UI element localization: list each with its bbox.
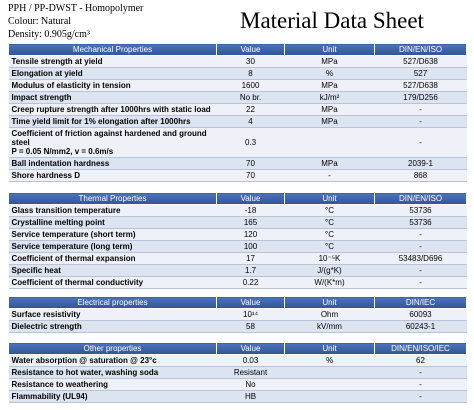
cell-standard: 2039-1	[375, 158, 467, 170]
table-row	[9, 104, 467, 116]
header-value: Value	[217, 343, 285, 355]
header-unit: Unit	[285, 44, 375, 56]
mechanical-properties-table	[8, 43, 467, 182]
cell-property: Coefficient of friction against hardened and ground steel P = 0.05 N/mm2, v = 0.6m/s	[9, 128, 217, 158]
cell-unit: °C	[285, 217, 375, 229]
table-row	[9, 68, 467, 80]
cell-standard: -	[375, 116, 467, 128]
cell-value: 8	[217, 68, 285, 80]
cell-standard: 53483/D696	[375, 253, 467, 265]
cell-property: Specific heat	[9, 265, 217, 277]
cell-property: Dielectric strength	[9, 321, 217, 333]
cell-unit: °C	[285, 241, 375, 253]
cell-property: Coefficient of thermal conductivity	[9, 277, 217, 289]
table-row	[9, 253, 467, 265]
cell-value: -18	[217, 205, 285, 217]
cell-value: 0.22	[217, 277, 285, 289]
table-row	[9, 367, 467, 379]
cell-unit: °C	[285, 205, 375, 217]
header-property: Mechanical Properties	[9, 44, 217, 56]
cell-unit: %	[285, 355, 375, 367]
table-row	[9, 277, 467, 289]
table-row	[9, 379, 467, 391]
header-unit: Unit	[285, 297, 375, 309]
cell-value: 22	[217, 104, 285, 116]
cell-standard: 179/D256	[375, 92, 467, 104]
header-standard: DIN/EN/ISO	[375, 193, 467, 205]
cell-standard: 527/D638	[375, 80, 467, 92]
cell-value: 100	[217, 241, 285, 253]
cell-unit: MPa	[285, 158, 375, 170]
cell-property: Elongation at yield	[9, 68, 217, 80]
table-row	[9, 170, 467, 182]
cell-standard: -	[375, 241, 467, 253]
electrical-properties-table	[8, 296, 467, 333]
cell-value: No	[217, 379, 285, 391]
cell-value: 70	[217, 158, 285, 170]
header-unit: Unit	[285, 343, 375, 355]
table-row	[9, 355, 467, 367]
cell-standard: -	[375, 391, 467, 403]
table-row	[9, 321, 467, 333]
thermal-properties-table	[8, 192, 467, 289]
cell-unit: MPa	[285, 80, 375, 92]
cell-unit: -	[285, 170, 375, 182]
cell-standard: 527	[375, 68, 467, 80]
cell-property: Surface resistivity	[9, 309, 217, 321]
cell-unit: Ohm	[285, 309, 375, 321]
cell-property: Resistance to hot water, washing soda	[9, 367, 217, 379]
cell-value: HB	[217, 391, 285, 403]
density-info: Density: 0.905g/cm³	[8, 29, 90, 40]
cell-value: 120	[217, 229, 285, 241]
cell-unit	[285, 391, 375, 403]
cell-value: 30	[217, 56, 285, 68]
cell-standard: 60093	[375, 309, 467, 321]
header-value: Value	[217, 193, 285, 205]
header-property: Thermal Properties	[9, 193, 217, 205]
cell-standard: -	[375, 229, 467, 241]
table-row	[9, 265, 467, 277]
cell-property: Resistance to weathering	[9, 379, 217, 391]
table-row	[9, 391, 467, 403]
cell-property: Coefficient of thermal expansion	[9, 253, 217, 265]
cell-standard: -	[375, 379, 467, 391]
table-row	[9, 229, 467, 241]
cell-property: Crystalline melting point	[9, 217, 217, 229]
cell-standard: 60243-1	[375, 321, 467, 333]
cell-value: 58	[217, 321, 285, 333]
cell-value: 70	[217, 170, 285, 182]
product-info	[8, 2, 143, 41]
header-standard: DIN/EN/ISO	[375, 44, 467, 56]
product-line: PPH / PP-DWST - Homopolymer	[8, 3, 144, 14]
cell-property: Service temperature (short term)	[9, 229, 217, 241]
table-row	[9, 128, 467, 158]
cell-value: 10¹⁴	[217, 309, 285, 321]
cell-unit: kJ/m²	[285, 92, 375, 104]
header-standard: DIN/EN/ISO/IEC	[375, 343, 467, 355]
cell-unit: MPa	[285, 116, 375, 128]
cell-property: Glass transition temperature	[9, 205, 217, 217]
colour-info: Colour: Natural	[8, 16, 72, 27]
cell-standard: -	[375, 367, 467, 379]
header-value: Value	[217, 44, 285, 56]
cell-value: No br.	[217, 92, 285, 104]
cell-value: 165	[217, 217, 285, 229]
cell-unit	[285, 379, 375, 391]
cell-unit: kV/mm	[285, 321, 375, 333]
cell-property: Ball indentation hardness	[9, 158, 217, 170]
cell-unit	[285, 367, 375, 379]
cell-value: Resistant	[217, 367, 285, 379]
cell-unit: W/(K*m)	[285, 277, 375, 289]
table-row	[9, 158, 467, 170]
table-row	[9, 217, 467, 229]
cell-standard: 53736	[375, 205, 467, 217]
cell-standard: 868	[375, 170, 467, 182]
page-title: Material Data Sheet	[240, 8, 424, 33]
cell-standard: -	[375, 128, 467, 158]
cell-value: 0.3	[217, 128, 285, 158]
table-row	[9, 92, 467, 104]
cell-value: 1.7	[217, 265, 285, 277]
table-row	[9, 241, 467, 253]
cell-property: Modulus of elasticity in tension	[9, 80, 217, 92]
cell-standard: 53736	[375, 217, 467, 229]
table-row	[9, 80, 467, 92]
cell-property: Service temperature (long term)	[9, 241, 217, 253]
cell-value: 4	[217, 116, 285, 128]
header-property: Other properties	[9, 343, 217, 355]
cell-unit: MPa	[285, 56, 375, 68]
cell-value: 0.03	[217, 355, 285, 367]
cell-standard: -	[375, 104, 467, 116]
other-properties-table	[8, 342, 467, 403]
cell-property: Flammability (UL94)	[9, 391, 217, 403]
cell-value: 17	[217, 253, 285, 265]
cell-standard: 62	[375, 355, 467, 367]
cell-standard: -	[375, 265, 467, 277]
cell-unit: MPa	[285, 104, 375, 116]
cell-property: Shore hardness D	[9, 170, 217, 182]
table-row	[9, 116, 467, 128]
header-standard: DIN/IEC	[375, 297, 467, 309]
table-row	[9, 309, 467, 321]
header-unit: Unit	[285, 193, 375, 205]
cell-standard: 527/D638	[375, 56, 467, 68]
header-value: Value	[217, 297, 285, 309]
cell-standard: -	[375, 277, 467, 289]
cell-unit	[285, 128, 375, 158]
cell-unit: %	[285, 68, 375, 80]
cell-unit: 10⁻⁵K	[285, 253, 375, 265]
cell-property: Impact strength	[9, 92, 217, 104]
cell-property: Tensile strength at yield	[9, 56, 217, 68]
cell-unit: °C	[285, 229, 375, 241]
cell-property: Creep rupture strength after 1000hrs with static load	[9, 104, 217, 116]
table-row	[9, 205, 467, 217]
cell-property: Time yield limit for 1% elongation after 1000hrs	[9, 116, 217, 128]
cell-unit: J/(g*K)	[285, 265, 375, 277]
cell-property: Water absorption @ saturation @ 23°c	[9, 355, 217, 367]
table-row	[9, 56, 467, 68]
header-property: Electrical properties	[9, 297, 217, 309]
cell-value: 1600	[217, 80, 285, 92]
